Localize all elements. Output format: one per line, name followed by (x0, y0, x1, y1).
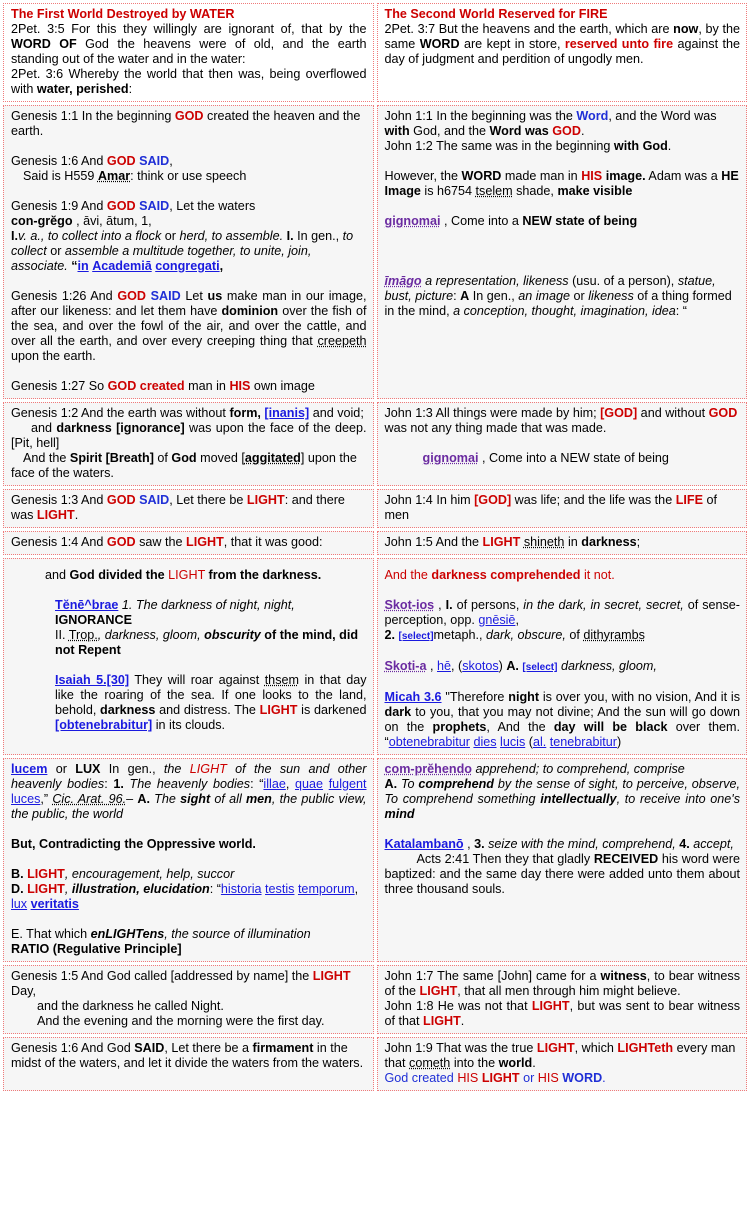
link-imago[interactable]: īmāgo (384, 274, 422, 288)
cell-first-world: The First World Destroyed by WATER 2Pet. 3:5 For this they willingly are ignorant of, that by the WORD OF God the heavens were of old, and the earth standing out of the water and in the water: 2Pet. 3:6 Whereby the world that then was, being overflowed with water, perished: (3, 3, 374, 102)
link-skotia[interactable]: Skoti-a (384, 659, 427, 673)
cell-genesis-day: Genesis 1:5 And God called [addressed by name] the LIGHT Day, and the darkness he called Night. And the evening and the morning were the first day. (3, 965, 374, 1034)
cell-genesis-darkness: Genesis 1:2 And the earth was without form, [inanis] and void; and darkness [ignorance] was upon the face of the deep. [Pit, hell] And the Spirit [Breath] of God moved [aggitated] upon the face of the waters. (3, 402, 374, 486)
cell-john-all-things: John 1:3 All things were made by him; [GOD] and without GOD was not any thing made that was made. gignomai , Come into a NEW state of being (377, 402, 748, 486)
select-link[interactable]: [select] (398, 631, 434, 642)
link-katalambano[interactable]: Katalambanō (384, 837, 464, 851)
cell-john-witness: John 1:7 The same [John] came for a witness, to bear witness of the LIGHT, that all men through him might believe. John 1:8 He was not that LIGHT, but was sent to bear witness of that LIGHT. (377, 965, 748, 1034)
cell-john-word: John 1:1 In the beginning was the Word, and the Word was with God, and the Word was GOD. John 1:2 The same was in the beginning with God. However, the WORD made man in HIS image. Adam was a HE Image is h6754 tselem shade, make visible gignomai , Come into a NEW state of being īmāgo a representation, likeness (usu. of a person), statue, bust, picture: A In gen., an image or likeness of a thing formed in the mind, a conception, thought, imagination, idea: “ (377, 105, 748, 399)
table-row (3, 558, 747, 755)
select-link[interactable]: [select] (522, 662, 558, 673)
cell-divided-light: and God divided the LIGHT from the darkness. Tĕnē^brae 1. The darkness of night, night, IGNORANCE II. Trop., darkness, gloom, obscurity of the mind, did not Repent Isaiah 5.[30] They will roar against thsem in that day like the roaring of the sea. If one looks to the land, behold, darkness and distress. The LIGHT is darkened [obtenebrabitur] in its clouds. (3, 558, 374, 755)
cell-lux: lucem or LUX In gen., the LIGHT of the sun and other heavenly bodies: 1. The heavenly bodies: “illae, quae fulgent luces,” Cic. Arat. 96.– A. The sight of all men, the public view, the public, the world But, Contradicting the Oppressive world. B. LIGHT, encouragement, help, succor D. LIGHT, illustration, elucidation: “historia testis temporum, lux veritatis E. That which enLIGHTens, the source of illumination RATIO (Regulative Principle] (3, 758, 374, 962)
cell-john-true-light: John 1:9 That was the true LIGHT, which LIGHTeth every man that cometh into the world. God created HIS LIGHT or HIS WORD. (377, 1037, 748, 1091)
cell-second-world: The Second World Reserved for FIRE 2Pet. 3:7 But the heavens and the earth, which are now, by the same WORD are kept in store, reserved unto fire against the day of judgment and perdition of ungodly men. (377, 3, 748, 102)
link-congregati[interactable]: congregati (155, 259, 220, 273)
link-comprehendo[interactable]: com-prĕhendo (384, 762, 472, 776)
cell-genesis-firmament: Genesis 1:6 And God SAID, Let there be a firmament in the midst of the waters, and let it divide the waters from the waters. (3, 1037, 374, 1091)
cell-john-life: John 1:4 In him [GOD] was life; and the life was the LIFE of men (377, 489, 748, 528)
table-row (3, 965, 747, 1034)
table-row (3, 105, 747, 399)
table-row (3, 489, 747, 528)
cell-genesis-light: Genesis 1:3 And GOD SAID, Let there be LIGHT: and there was LIGHT. (3, 489, 374, 528)
cell-genesis-creation: Genesis 1:1 In the beginning GOD created the heaven and the earth. Genesis 1:6 And GOD SAID, Said is H559 Amar: think or use speech Genesis 1:9 And GOD SAID, Let the waters con-grĕgo , āvi, ātum, 1, I.v. a., to collect into a flock or herd, to assemble. I. In gen., to collect or assemble a multitude together, to unite, join, associate. “in Academiā congregati, Genesis 1:26 And GOD SAID Let us make man in our image, after our likeness: and let them have dominion over the fish of the sea, and over the fowl of the air, and over the cattle, and over all the earth, and over every creeping thing that creepeth upon the earth. Genesis 1:27 So GOD created man in HIS own image (3, 105, 374, 399)
link-tenebrae[interactable]: Tĕnē^brae (55, 598, 119, 612)
table-row (3, 402, 747, 486)
link-academia[interactable]: Academiā (92, 259, 152, 273)
link-isaiah[interactable]: Isaiah 5.[30] (55, 673, 130, 687)
cell-genesis-good: Genesis 1:4 And GOD saw the LIGHT, that it was good: (3, 531, 374, 555)
cell-title: The First World Destroyed by WATER (11, 7, 235, 21)
link-micah[interactable]: Micah 3.6 (384, 690, 442, 704)
link-skotios[interactable]: Skot-ios (384, 598, 435, 612)
link-gignomai[interactable]: gignomai (422, 451, 479, 465)
cell-john-shineth: John 1:5 And the LIGHT shineth in darkness; (377, 531, 748, 555)
table-row (3, 531, 747, 555)
cell-comprehendo: com-prĕhendo apprehend; to comprehend, comprise A. To comprehend by the sense of sight, to perceive, observe, To comprehend something intellectually, to receive into one's mind Katalambanō , 3. seize with the mind, comprehend, 4. accept, Acts 2:41 Then they that gladly RECEIVED his word were baptized: and the same day there were added unto them about three thousand souls. (377, 758, 748, 962)
table-row (3, 758, 747, 962)
link-gignomai[interactable]: gignomai (384, 214, 441, 228)
cell-title: The Second World Reserved for FIRE (384, 7, 608, 21)
link-lucem[interactable]: lucem (11, 762, 48, 776)
link-in[interactable]: in (77, 259, 89, 273)
table-row (3, 3, 747, 102)
table-row (3, 1037, 747, 1091)
cell-darkness-comprehended: And the darkness comprehended it not. Skot-ios , I. of persons, in the dark, in secret, secret, of sense-perception, opp. gnēsiē, 2. [select]metaph., dark, obscure, of dithyrambs Skoti-a , hē, (skotos) A. [select] darkness, gloom, Micah 3.6 "Therefore night is over you, with no vision, And it is dark to you, that you may not divine; And the sun will go down on the prophets, And the day will be black over them. “obtenebrabitur dies lucis (al. tenebrabitur) (377, 558, 748, 755)
